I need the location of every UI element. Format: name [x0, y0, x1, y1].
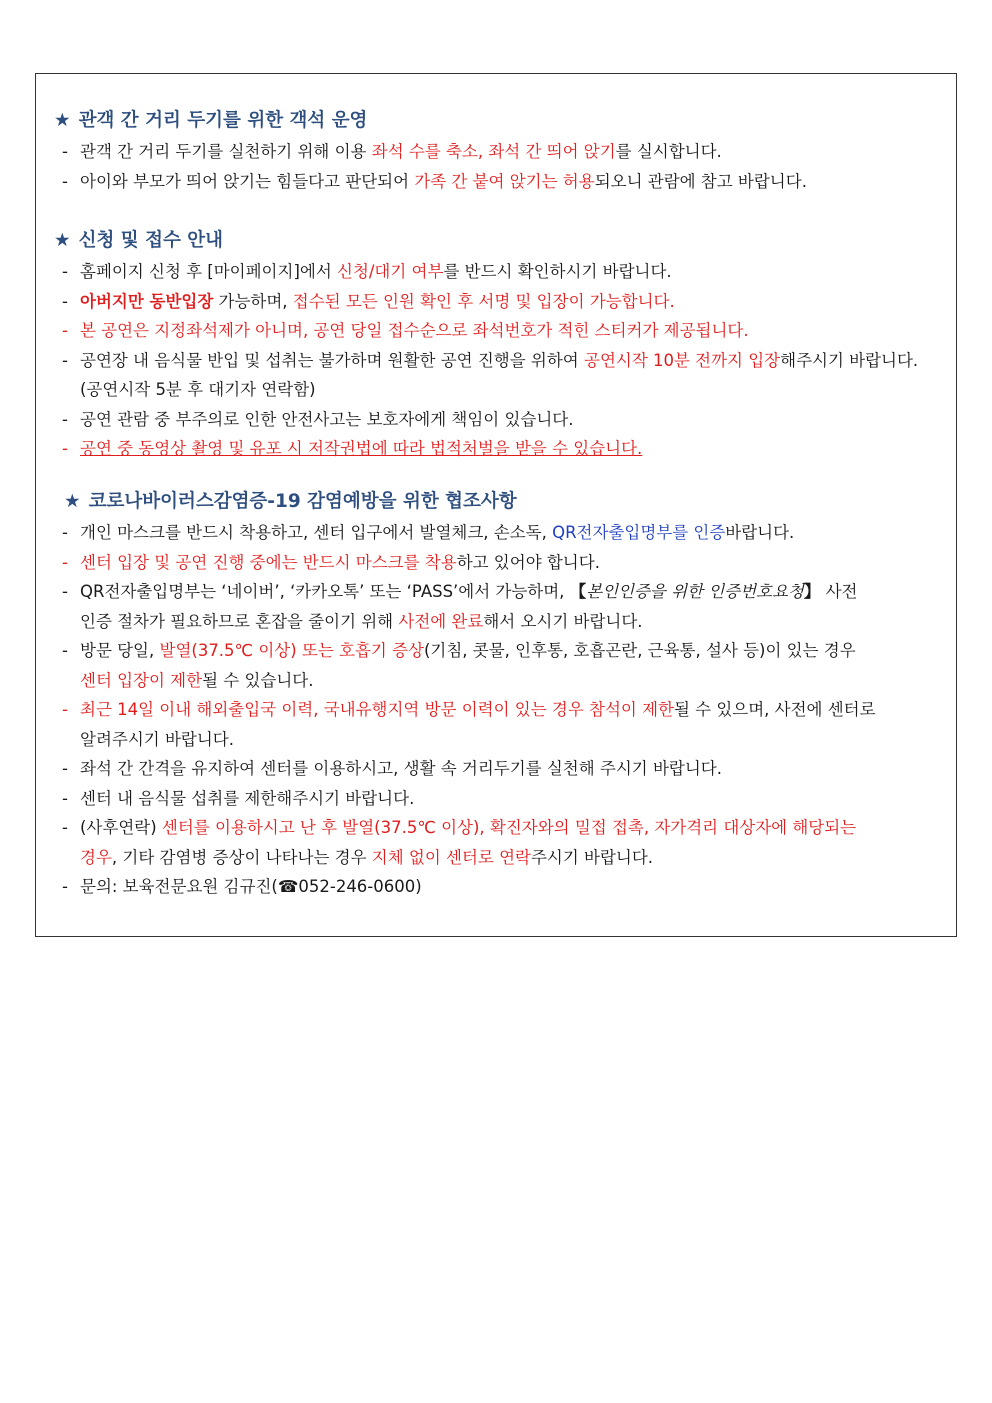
- list-item: [36, 784, 956, 814]
- text-run: 될 수 있으며, 사전에 센터로: [673, 700, 876, 719]
- list-item: [36, 257, 956, 287]
- list-item: [36, 137, 956, 167]
- text-run: 센터 입장이 제한: [80, 670, 203, 690]
- bullet-dash: -: [62, 142, 68, 161]
- text-run: 접수된 모든 인원 확인 후 서명 및 입장이 가능합니다.: [292, 291, 675, 311]
- text-run: 본 공연은 지정좌석제가 아니며, 공연 당일 접수순으로 좌석번호가 적힌 스티커가 제공됩니다.: [80, 321, 749, 340]
- list-item: [36, 346, 956, 405]
- text-run: QR전자출입명부는 ‘네이버’, ‘카카오톡’ 또는 ‘PASS’에서 가능하며,: [80, 582, 570, 601]
- item-line: [80, 666, 946, 696]
- text-run: 신청/대기 여부: [337, 262, 444, 281]
- text-run: 사전: [820, 582, 858, 601]
- list-item: [36, 695, 956, 754]
- text-run: 센터 입장 및 공연 진행 중에는 반드시 마스크를 착용: [80, 552, 457, 572]
- bullet-dash: -: [62, 759, 68, 778]
- list-item: [36, 548, 956, 578]
- item-line: (공연시작 5분 후 대기자 연락함): [80, 380, 316, 399]
- item-line: [80, 813, 946, 843]
- text-run: 될 수 있습니다.: [202, 670, 314, 690]
- list-item: [36, 636, 956, 695]
- text-run: 가능하며,: [213, 291, 293, 311]
- bullet-dash: -: [62, 321, 68, 340]
- list-item: [36, 287, 956, 317]
- item-line: [80, 346, 946, 376]
- text-run: 【: [569, 582, 587, 601]
- text-run: 방문 당일,: [80, 641, 160, 660]
- text-run: 좌석 간 간격을 유지하여 센터를 이용하시고, 생활 속 거리두기를 실천해 주시기 바랍니다.: [80, 759, 722, 778]
- list-item: [36, 316, 956, 346]
- text-run: 공연시작 10분 전까지 입장: [584, 350, 781, 370]
- text-run: 알려주시기 바랍니다.: [80, 729, 234, 749]
- bullet-dash: -: [62, 439, 68, 458]
- text-run: 를 실시합니다.: [615, 142, 722, 161]
- notice-section: [36, 107, 956, 196]
- bullet-dash: -: [62, 877, 68, 896]
- section-heading-text: 코로나바이러스감염증-19 감염예방을 위한 협조사항: [88, 491, 517, 512]
- notice-section: [36, 488, 956, 902]
- notice-box: [35, 73, 957, 937]
- notice-section: [36, 227, 956, 464]
- text-run: 발열(37.5℃ 이상) 또는 호흡기 증상: [159, 641, 424, 660]
- text-run: 해서 오시기 바랍니다.: [483, 611, 643, 631]
- text-run: 를 반드시 확인하시기 바랍니다.: [443, 262, 672, 281]
- text-run: (기침, 콧물, 인후통, 호흡곤란, 근육통, 설사 등)이 있는 경우: [423, 641, 856, 660]
- text-run: 】: [803, 582, 821, 601]
- bullet-dash: -: [62, 818, 68, 837]
- text-run: 관객 간 거리 두기를 실천하기 위해 이용: [80, 142, 372, 161]
- bullet-dash: -: [62, 291, 68, 311]
- text-run: 지체 없이 센터로 연락: [371, 847, 531, 867]
- list-item: [36, 405, 956, 435]
- item-line: [80, 843, 946, 873]
- text-run: QR전자출입명부를 인증: [552, 523, 726, 542]
- bullet-dash: -: [62, 641, 68, 660]
- item-line: [80, 872, 946, 902]
- bullet-dash: -: [62, 523, 68, 542]
- text-run: 센터를 이용하시고 난 후 발열(37.5℃ 이상), 확진자와의 밀접 접촉, 자가격리 대상자에 해당되는: [161, 818, 857, 837]
- item-line: [80, 695, 946, 725]
- text-run: (사후연락): [80, 818, 162, 837]
- text-run: 센터 내 음식물 섭취를 제한해주시기 바랍니다.: [80, 788, 415, 808]
- section-heading-text: 관객 간 거리 두기를 위한 객석 운영: [78, 110, 368, 131]
- text-run: 아버지만 동반입장: [80, 291, 214, 311]
- text-run: , 기타 감염병 증상이 나타나는 경우: [111, 847, 372, 867]
- text-run: 가족 간 붙여 앉기는 허용: [414, 171, 595, 191]
- section-heading: [54, 107, 956, 135]
- text-run: 사전에 완료: [398, 611, 484, 631]
- text-run: 해주시기 바랍니다.: [780, 350, 919, 370]
- list-item: [36, 167, 956, 197]
- star-icon: ★: [54, 230, 71, 251]
- bullet-dash: -: [62, 582, 68, 601]
- text-run: 문의: 보육전문요원 김규진(☎052-246-0600): [80, 877, 422, 896]
- item-line: [80, 725, 946, 755]
- text-run: 공연 중 동영상 촬영 및 유포 시 저작권법에 따라 법적처벌을 받을 수 있습니다.: [80, 439, 643, 458]
- item-line: [80, 167, 946, 197]
- list-item: [36, 577, 956, 636]
- item-line: [80, 316, 946, 346]
- text-run: 좌석 수를 축소, 좌석 간 띄어 앉기: [371, 142, 616, 161]
- text-run: 인증 절차가 필요하므로 혼잡을 줄이기 위해: [80, 611, 399, 631]
- bullet-dash: -: [62, 171, 68, 191]
- item-line: [80, 784, 946, 814]
- list-item: [36, 518, 956, 548]
- item-line: [80, 518, 946, 548]
- item-line: [80, 548, 946, 578]
- item-line: [80, 754, 946, 784]
- item-line: [80, 607, 946, 637]
- text-run: 바랍니다.: [725, 523, 795, 542]
- text-run: 되오니 관람에 참고 바랍니다.: [594, 171, 807, 191]
- item-line: [80, 287, 946, 317]
- text-run: 개인 마스크를 반드시 착용하고, 센터 입구에서 발열체크, 손소독,: [80, 523, 553, 542]
- text-run: 아이와 부모가 띄어 앉기는 힘들다고 판단되어: [80, 171, 415, 191]
- bullet-dash: -: [62, 262, 68, 281]
- item-line: [80, 434, 946, 464]
- text-run: 최근 14일 이내 해외출입국 이력, 국내유행지역 방문 이력이 있는 경우 참석이 제한: [80, 700, 674, 719]
- text-run: 하고 있어야 합니다.: [456, 552, 600, 572]
- text-run: 본인인증을 위한 인증번호요청: [586, 582, 804, 601]
- text-run: 주시기 바랍니다.: [530, 847, 654, 867]
- section-heading: [54, 227, 956, 255]
- item-line: [80, 137, 946, 167]
- bullet-dash: -: [62, 700, 68, 719]
- star-icon: ★: [64, 491, 81, 512]
- section-heading-text: 신청 및 접수 안내: [78, 230, 224, 251]
- list-item: [36, 813, 956, 872]
- item-line: [80, 257, 946, 287]
- list-item: [36, 754, 956, 784]
- item-line: [80, 577, 946, 607]
- text-run: 홈페이지 신청 후 [마이페이지]에서: [80, 262, 337, 281]
- bullet-dash: -: [62, 788, 68, 808]
- text-run: 경우: [80, 847, 112, 867]
- section-heading: [64, 488, 956, 516]
- bullet-dash: -: [62, 552, 68, 572]
- star-icon: ★: [54, 110, 71, 131]
- bullet-dash: -: [62, 409, 68, 429]
- list-item: [36, 434, 956, 464]
- bullet-dash: -: [62, 350, 68, 370]
- list-item: [36, 872, 956, 902]
- item-line: [80, 405, 946, 435]
- text-run: 공연 관람 중 부주의로 인한 안전사고는 보호자에게 책임이 있습니다.: [80, 409, 574, 429]
- text-run: 공연장 내 음식물 반입 및 섭취는 불가하며 원활한 공연 진행을 위하여: [80, 350, 584, 370]
- item-line: [80, 636, 946, 666]
